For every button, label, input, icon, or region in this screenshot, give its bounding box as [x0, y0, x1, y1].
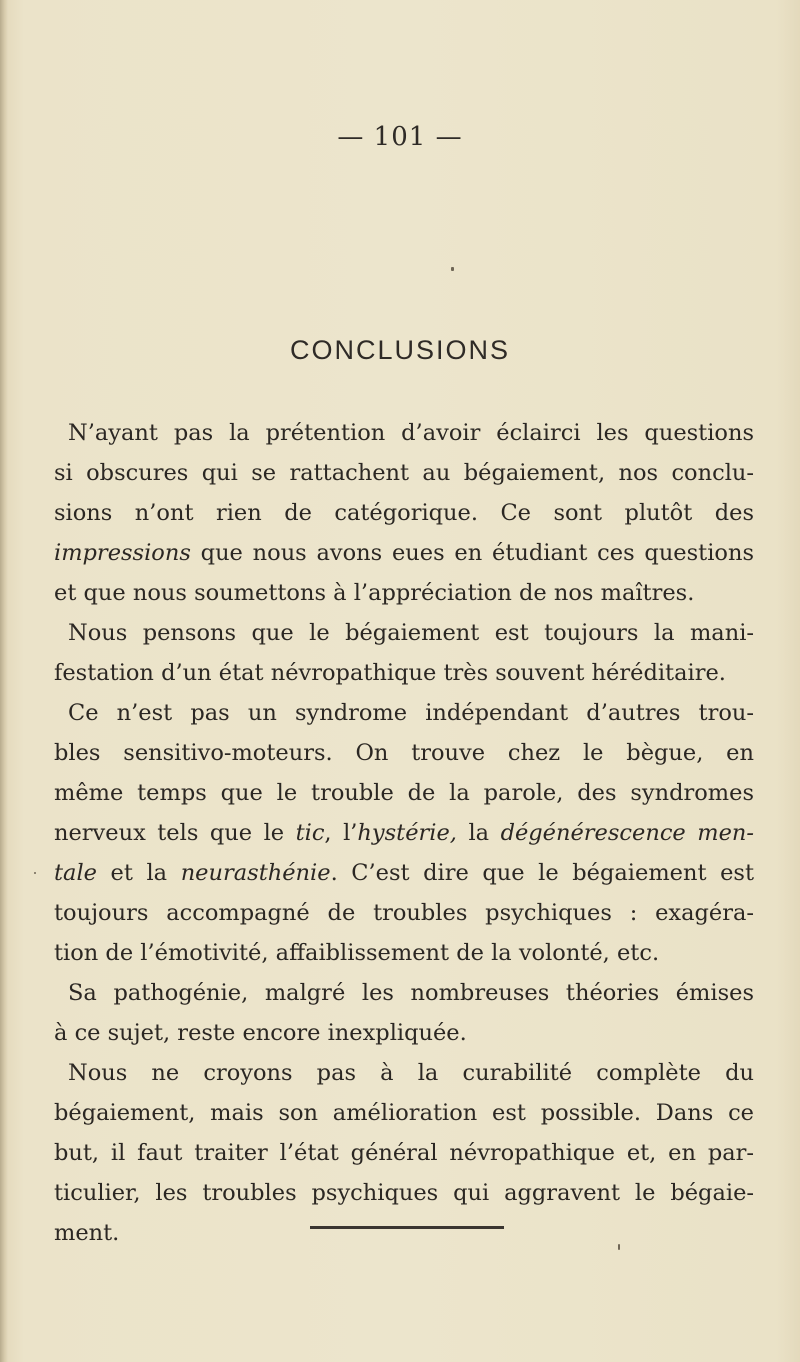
- section-heading: CONCLUSIONS: [289, 335, 511, 365]
- paper-speck: [618, 1244, 620, 1250]
- page-number: — 101 —: [337, 122, 463, 152]
- text-span: que nous avons eues en étudiant ces questions: [190, 540, 754, 566]
- text-line: ment.: [54, 1220, 120, 1246]
- italic-text: dégénérescence men-: [500, 820, 754, 846]
- text-line: si obscures qui se rattachent au bégaiement, nos conclu-: [54, 460, 754, 486]
- text-line: tion de l’émotivité, affaiblissement de la volonté, etc.: [54, 940, 660, 966]
- text-line: bégaiement, mais son amélioration est possible. Dans ce: [54, 1100, 754, 1126]
- italic-text: tic: [295, 820, 325, 846]
- text-span: et la: [96, 860, 181, 886]
- text-line: et que nous soumettons à l’appréciation de nos maîtres.: [54, 580, 695, 606]
- text-line: but, il faut traiter l’état général névropathique et, en par-: [54, 1140, 754, 1166]
- paper-speck: [451, 267, 454, 271]
- text-line: [54, 853, 754, 893]
- text-span: , l’: [324, 820, 358, 846]
- page-binding-edge: [0, 0, 8, 1362]
- text-span: nerveux tels que le: [54, 820, 296, 846]
- paper-speck: [34, 872, 36, 874]
- text-line: [54, 813, 754, 853]
- text-line: Ce n’est pas un syndrome indépendant d’autres trou-: [68, 700, 754, 726]
- text-line: toujours accompagné de troubles psychiques : exagéra-: [54, 900, 754, 926]
- italic-text: neurasthénie: [180, 860, 331, 886]
- text-line: Nous ne croyons pas à la curabilité complète du: [68, 1060, 754, 1086]
- text-line: Sa pathogénie, malgré les nombreuses théories émises: [68, 980, 754, 1006]
- end-rule: [310, 1226, 504, 1229]
- italic-text: impressions: [54, 540, 191, 566]
- text-line: bles sensitivo-moteurs. On trouve chez le bègue, en: [54, 740, 754, 766]
- text-line: N’ayant pas la prétention d’avoir éclairci les questions: [68, 420, 754, 446]
- body-text: [54, 413, 754, 1253]
- italic-text: tale: [54, 860, 97, 886]
- text-span: . C’est dire que le bégaiement est: [330, 860, 754, 886]
- text-line: festation d’un état névropathique très souvent héréditaire.: [54, 660, 726, 686]
- text-line: même temps que le trouble de la parole, des syndromes: [54, 780, 754, 806]
- text-line: à ce sujet, reste encore inexpliquée.: [54, 1020, 467, 1046]
- italic-text: hystérie,: [357, 820, 457, 846]
- text-line: Nous pensons que le bégaiement est toujours la mani-: [68, 620, 754, 646]
- text-line: sions n’ont rien de catégorique. Ce sont plutôt des: [54, 500, 754, 526]
- text-line: [54, 533, 754, 573]
- text-line: ticulier, les troubles psychiques qui aggravent le bégaie-: [54, 1180, 754, 1206]
- text-span: la: [456, 820, 501, 846]
